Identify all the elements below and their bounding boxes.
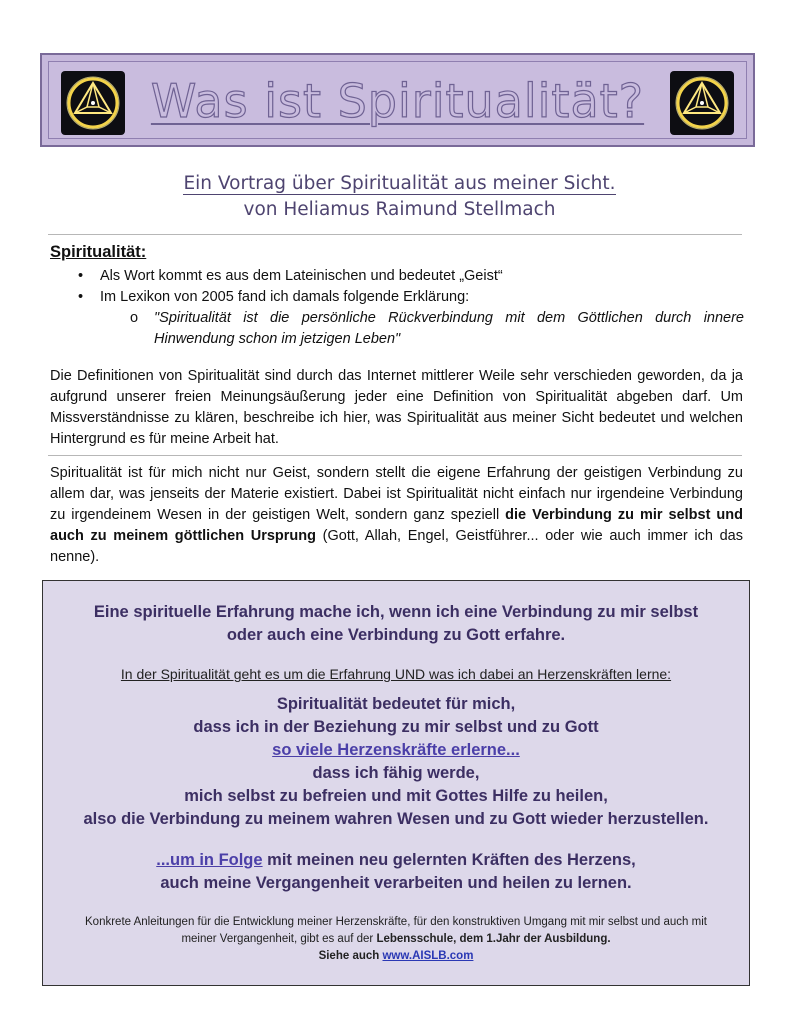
subtitle-line-1-text: Ein Vortrag über Spiritualität aus meiner Sicht. bbox=[183, 173, 616, 194]
box-line: oder auch eine Verbindung zu Gott erfahre. bbox=[226, 626, 566, 644]
folge-text: mit meinen neu gelernten Kräften des Herzens, bbox=[262, 851, 636, 869]
divider bbox=[48, 234, 742, 235]
subtitle-line-2: von Heliamus Raimund Stellmach bbox=[243, 199, 556, 220]
definition-line-highlight bbox=[43, 739, 749, 762]
folge-link[interactable]: ...um in Folge bbox=[156, 851, 263, 869]
definition-line: mich selbst zu befreien und mit Gottes Hilfe zu heilen, bbox=[184, 787, 608, 805]
note-text: meiner Vergangenheit, gibt es auf der bbox=[181, 933, 377, 945]
subtitle-line-1 bbox=[0, 173, 799, 194]
banner-inner-frame bbox=[48, 61, 747, 139]
paragraph-text: Spiritualität ist für mich nicht nur Geist, sondern stellt die eigene Erfahrung der geistigen Verbindung zu allem dar, was jenseits der Materie existiert. Dabei ist Spiritualität nicht einfach nur irgendeine Verbindung zu irgendeinem Wesen in der geistigen Welt, sondern ganz speziell bbox=[50, 465, 743, 523]
paragraph-bold-text: die Verbindung zu mir selbst und auch zu meinem göttlichen Ursprung bbox=[50, 507, 743, 544]
definition-line: dass ich in der Beziehung zu mir selbst und zu Gott bbox=[193, 718, 599, 736]
paragraph-text: (Gott, Allah, Engel, Geistführer... oder wie auch immer ich das nenne). bbox=[50, 528, 743, 565]
divider bbox=[48, 455, 742, 456]
note-line: Konkrete Anleitungen für die Entwicklung meiner Herzenskräfte, für den konstruktiven Umgang mit mir selbst und auch mit bbox=[85, 916, 707, 928]
highlight-box bbox=[42, 580, 750, 986]
main-title: Was ist Spiritualität? bbox=[150, 74, 645, 128]
box-line: Eine spirituelle Erfahrung mache ich, wenn ich eine Verbindung zu mir selbst bbox=[93, 603, 699, 621]
box-intro: In der Spiritualität geht es um die Erfahrung UND was ich dabei an Herzenskräften lerne: bbox=[120, 666, 672, 682]
folge-line: auch meine Vergangenheit verarbeiten und heilen zu lernen. bbox=[160, 874, 632, 892]
aislb-website-link[interactable]: www.AISLB.com bbox=[382, 950, 474, 962]
paragraph-spirituality bbox=[50, 463, 743, 568]
herzenskraefte-link[interactable]: so viele Herzenskräfte erlerne... bbox=[272, 741, 520, 759]
note-bold-text: Siehe auch bbox=[318, 950, 383, 962]
list-item: • Als Wort kommt es aus dem Lateinischen und bedeutet „Geist“ bbox=[50, 266, 744, 287]
list-item: • Im Lexikon von 2005 fand ich damals folgende Erklärung: bbox=[50, 287, 744, 308]
definition-line: also die Verbindung zu meinem wahren Wesen und zu Gott wieder herzustellen. bbox=[83, 810, 709, 828]
paragraph-definitions: Die Definitionen von Spiritualität sind durch das Internet mittlerer Weile sehr verschieden geworden, da ja aufgrund unserer freien Meinungsäußerung jeder eine Definition von Spiritualität abgeben darf. Um Missverständnisse zu klären, beschreibe ich hier, was Spiritualität aus meiner Sicht bedeutet und welchen Hintergrund es für meine Arbeit hat. bbox=[50, 368, 743, 447]
note-line bbox=[43, 931, 749, 948]
sub-list-item: o "Spiritualität ist die persönliche Rückverbindung mit dem Göttlichen durch innere Hinwendung schon im jetzigen Leben" bbox=[50, 308, 744, 350]
note-line bbox=[43, 948, 749, 965]
folge-line bbox=[43, 849, 749, 872]
section-heading: Spiritualität: bbox=[50, 243, 147, 261]
bullet-list bbox=[50, 266, 744, 350]
definition-line: dass ich fähig werde, bbox=[312, 764, 480, 782]
header-banner bbox=[40, 53, 755, 147]
definition-line: Spiritualität bedeutet für mich, bbox=[276, 695, 516, 713]
note-bold-text: Lebensschule, dem 1.Jahr der Ausbildung. bbox=[376, 933, 611, 945]
merkaba-emblem-icon bbox=[670, 71, 734, 135]
